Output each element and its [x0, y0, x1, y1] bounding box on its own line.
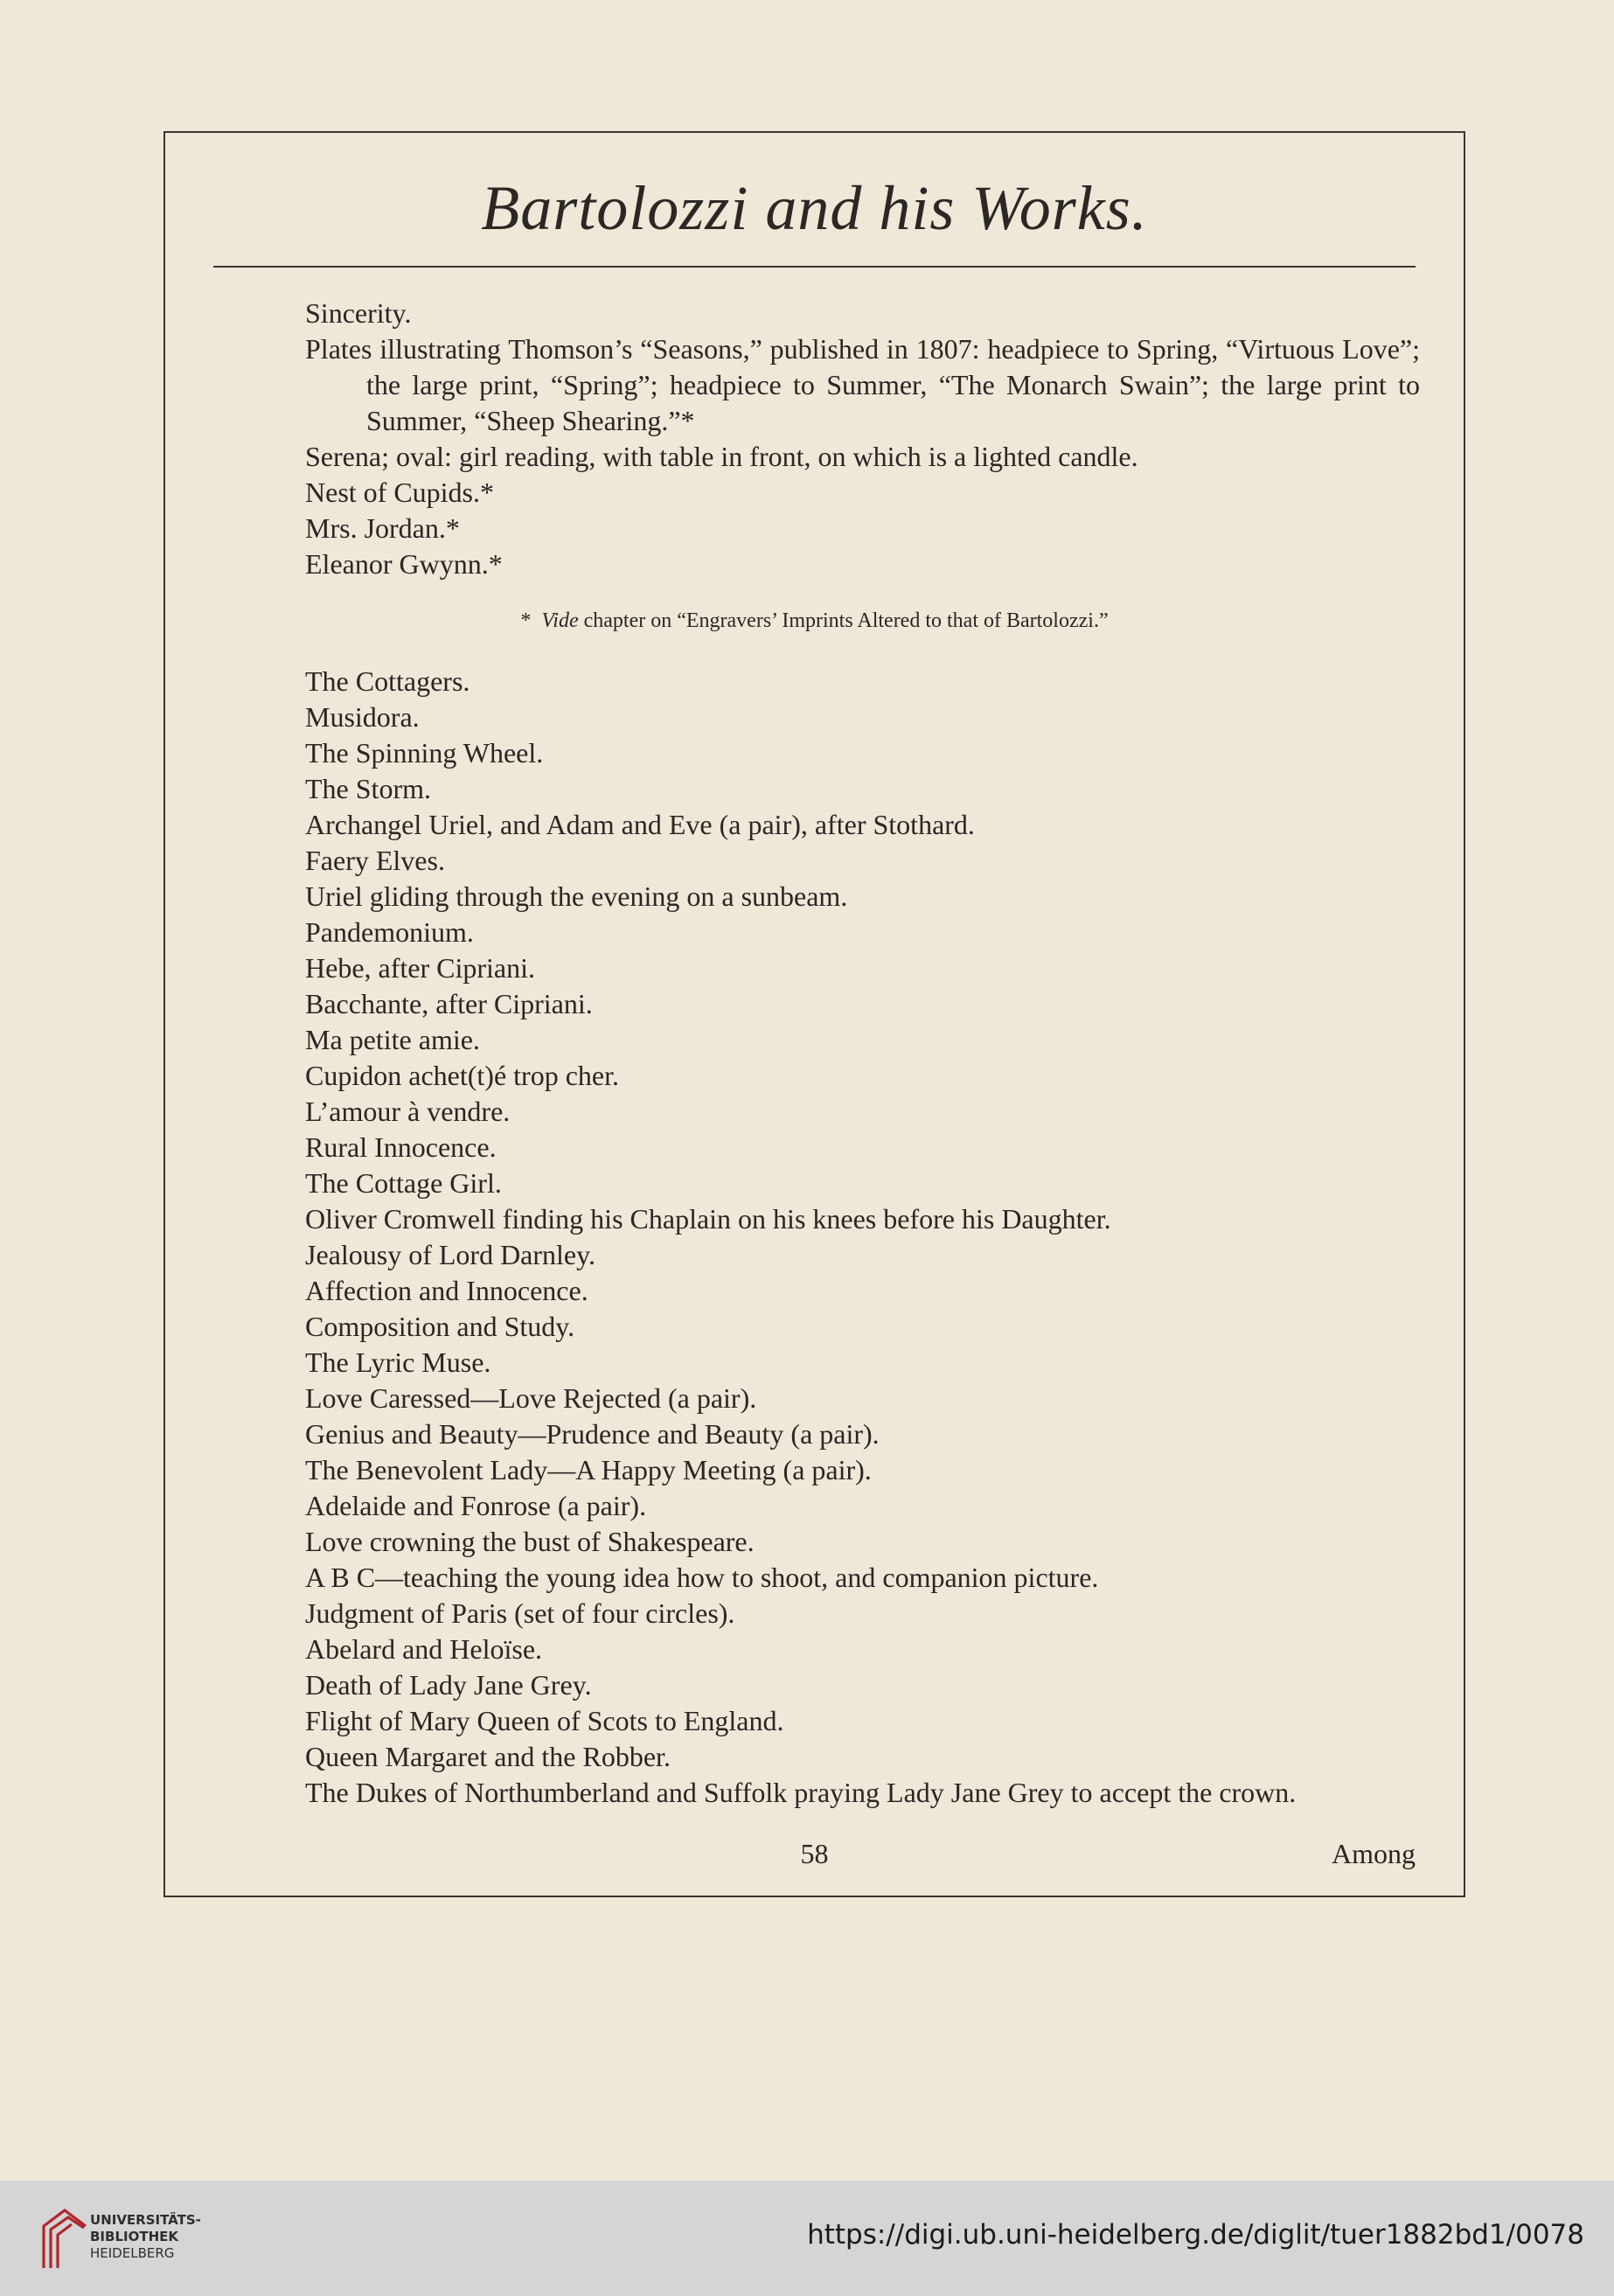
- catalogue-entry: Uriel gliding through the evening on a sunbeam.: [305, 880, 848, 912]
- footnote-vide: Vide: [541, 609, 579, 632]
- catalogue-entry: Flight of Mary Queen of Scots to England.: [305, 1705, 784, 1736]
- catalogue-entry: Rural Innocence.: [305, 1131, 497, 1163]
- catalogue-entry: Composition and Study.: [305, 1311, 575, 1342]
- catalogue-entry: Plates illustrating Thomson’s “Seasons,” published in 1807: headpiece to Spring, “Virtuous Love”; the large print, “Spring”; headpiece to Summer, “The Monarch Swain”; the large print to Summer, “Sheep Shearing.”*: [305, 333, 1420, 436]
- catalogue-entry: Oliver Cromwell finding his Chaplain on his knees before his Daughter.: [305, 1203, 1111, 1235]
- catalogue-entry: Love Caressed—Love Rejected (a pair).: [305, 1382, 757, 1414]
- running-title: Bartolozzi and his Works.: [481, 173, 1148, 243]
- catalogue-entry: Nest of Cupids.*: [305, 477, 494, 508]
- permalink-url[interactable]: https://digi.ub.uni-heidelberg.de/diglit/tuer1882bd1/0078: [807, 2219, 1584, 2251]
- catalogue-entry: Pandemonium.: [305, 916, 474, 948]
- entry-list-bottom: [305, 664, 1420, 1811]
- title-rule: [213, 266, 1416, 268]
- catalogue-entry: Affection and Innocence.: [305, 1275, 588, 1306]
- entry-list-top: [305, 296, 1420, 582]
- catalogue-entry: Eleanor Gwynn.*: [305, 548, 503, 580]
- footnote-marker: *: [520, 609, 532, 632]
- catalogue-entry: Hebe, after Cipriani.: [305, 952, 535, 984]
- catalogue-entry: The Spinning Wheel.: [305, 737, 544, 769]
- catalogue-entry: Faery Elves.: [305, 845, 445, 876]
- catalogue-entry: A B C—teaching the young idea how to shoot, and companion picture.: [305, 1562, 1099, 1593]
- catalogue-entry: Sincerity.: [305, 297, 412, 329]
- catalogue-entry: The Lyric Muse.: [305, 1346, 491, 1378]
- catalogue-entry: Archangel Uriel, and Adam and Eve (a pair), after Stothard.: [305, 809, 975, 840]
- library-name-line1: UNIVERSITÄTS-: [90, 2212, 201, 2228]
- catalogue-entry: Bacchante, after Cipriani.: [305, 988, 593, 1019]
- catalogue-entry: Serena; oval: girl reading, with table in front, on which is a lighted candle.: [305, 441, 1138, 472]
- library-footer-bar: [0, 2181, 1614, 2296]
- catalogue-entry: Death of Lady Jane Grey.: [305, 1669, 592, 1701]
- catalogue-entry: Abelard and Heloïse.: [305, 1633, 543, 1665]
- catalogue-entry: Queen Margaret and the Robber.: [305, 1741, 671, 1772]
- catalogue-entry: Musidora.: [305, 701, 420, 733]
- footnote-text: chapter on “Engravers’ Imprints Altered to that of Bartolozzi.”: [583, 609, 1109, 632]
- library-name: [90, 2212, 201, 2262]
- catalogue-entry: Judgment of Paris (set of four circles).: [305, 1597, 735, 1629]
- catalogue-entry: L’amour à vendre.: [305, 1096, 511, 1127]
- catalogue-entry: The Cottagers.: [305, 665, 470, 697]
- catalogue-entry: Ma petite amie.: [305, 1024, 480, 1055]
- catchword: Among: [1332, 1838, 1416, 1869]
- library-name-line3: HEIDELBERG: [90, 2245, 175, 2261]
- catalogue-entry: Adelaide and Fonrose (a pair).: [305, 1490, 647, 1521]
- catalogue-entry: The Benevolent Lady—A Happy Meeting (a pair).: [305, 1454, 872, 1485]
- page-number: 58: [800, 1838, 829, 1869]
- catalogue-entry: Genius and Beauty—Prudence and Beauty (a pair).: [305, 1418, 880, 1450]
- library-name-line2: BIBLIOTHEK: [90, 2229, 178, 2244]
- footnote: [165, 609, 1464, 633]
- page-frame: [163, 131, 1465, 1897]
- catalogue-entry: The Cottage Girl.: [305, 1167, 502, 1199]
- catalogue-entry: Cupidon achet(t)é trop cher.: [305, 1060, 619, 1091]
- catalogue-entry: Mrs. Jordan.*: [305, 512, 460, 544]
- catalogue-entry: Jealousy of Lord Darnley.: [305, 1239, 596, 1270]
- catalogue-entry: The Dukes of Northumberland and Suffolk praying Lady Jane Grey to accept the crown.: [305, 1777, 1297, 1808]
- library-logo-icon: [38, 2200, 93, 2273]
- catalogue-entry: The Storm.: [305, 773, 431, 804]
- catalogue-entry: Love crowning the bust of Shakespeare.: [305, 1526, 755, 1557]
